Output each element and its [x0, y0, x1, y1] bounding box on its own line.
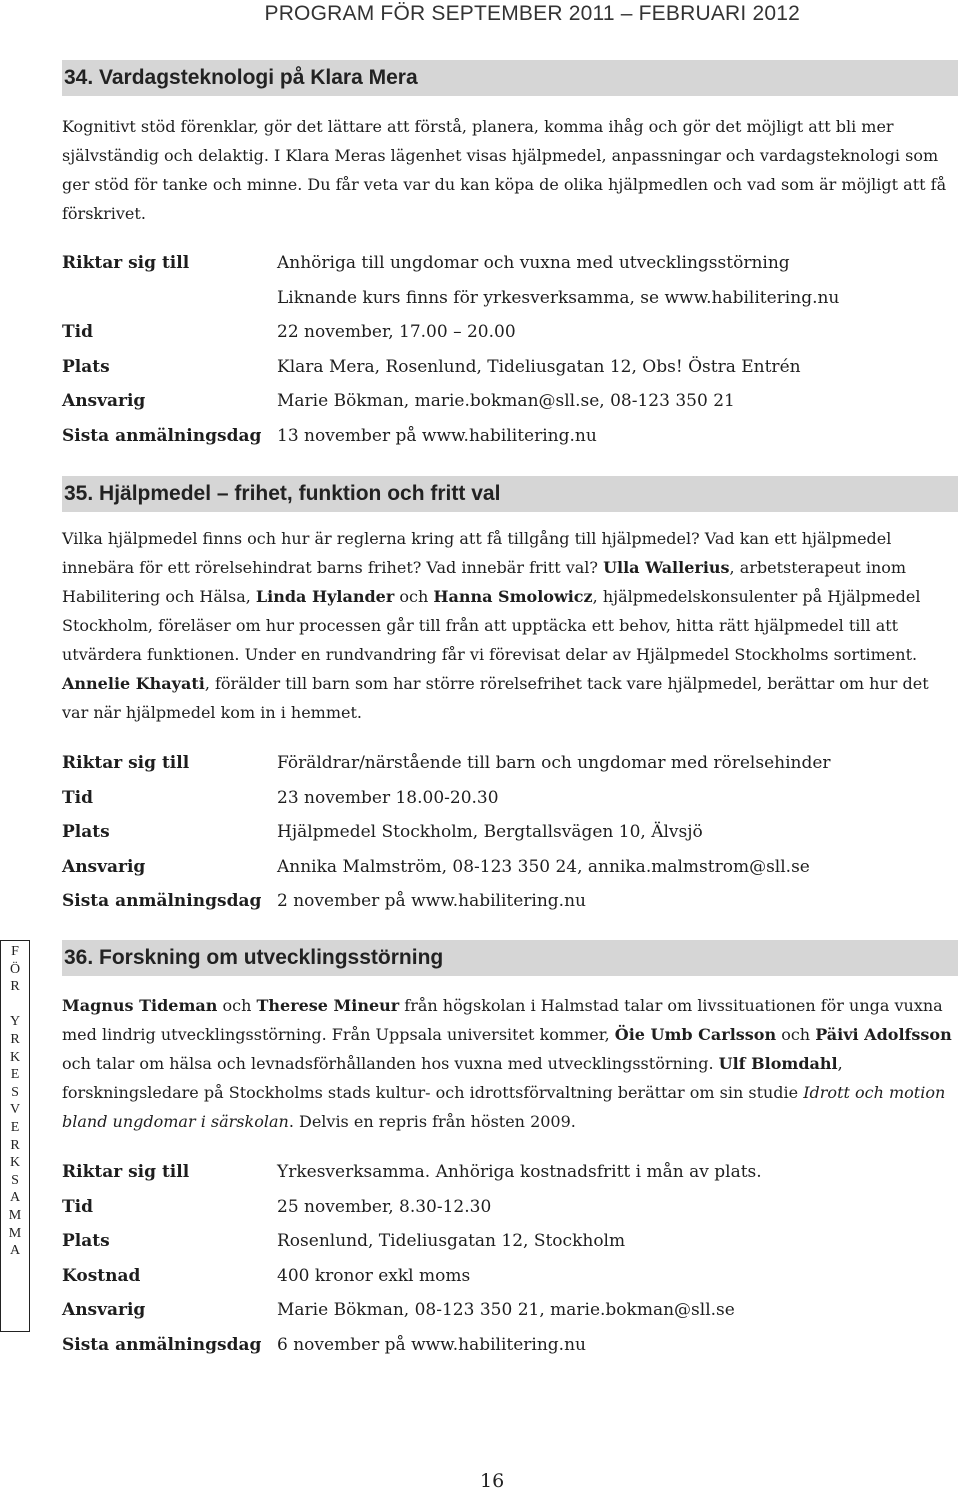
- side-tab-spacer: [1, 996, 29, 1014]
- info-label: Sista anmälningsdag: [62, 891, 262, 911]
- section-35: [62, 476, 958, 727]
- info-value: Marie Bökman, marie.bokman@sll.se, 08-123 350 21: [277, 391, 735, 411]
- study-title: Idrott och motion bland ungdomar i särskolan: [62, 1083, 946, 1131]
- side-tab-letter: R: [10, 1137, 20, 1153]
- side-tab-letter: K: [9, 1049, 21, 1065]
- info-value: Klara Mera, Rosenlund, Tideliusgatan 12, Obs! Östra Entrén: [277, 356, 801, 377]
- section-description: [62, 991, 952, 1136]
- side-tab-letter: S: [11, 1084, 19, 1100]
- side-tab-letter: Y: [9, 1014, 21, 1030]
- section-description: [62, 524, 952, 727]
- info-value: Marie Bökman, 08-123 350 21, marie.bokman@sll.se: [277, 1300, 735, 1320]
- text-run: och: [217, 996, 257, 1015]
- text-run: från högskolan i Halmstad talar om livssituationen för unga vuxna med lindrig utvecklingsstörning. Från Uppsala universitet kommer,: [62, 996, 943, 1044]
- person-name: Linda Hylander: [255, 587, 395, 606]
- side-tab-letter: M: [8, 1207, 22, 1223]
- text-run: , hjälpmedelskonsulenter på Hjälpmedel Stockholm, föreläser om hur processen går till från att upptäcka ett behov, hitta rätt hjälpmedel till att utvärdera funktionen. Under en rundvandring får vi förevisat delar av Hjälpmedel Stockholms sortiment.: [62, 587, 921, 664]
- info-label: Sista anmälningsdag: [62, 425, 262, 446]
- text-run: Vilka hjälpmedel finns och hur är reglerna kring att få tillgång till hjälpmedel? Vad kan ett hjälpmedel innebära för ett rörelsehindrat barns frihet? Vad innebär fritt val?: [62, 529, 892, 577]
- text-run: , förälder till barn som har större rörelsefrihet tack vare hjälpmedel, berättar om hur det var när hjälpmedel kom in i hemmet.: [62, 674, 929, 722]
- info-label: Plats: [62, 356, 110, 377]
- info-label: Riktar sig till: [62, 753, 190, 773]
- person-name: Öie Umb Carlsson: [614, 1025, 777, 1044]
- side-tab-letter: Ö: [9, 961, 21, 977]
- info-label: Tid: [62, 1196, 93, 1217]
- info-label: Kostnad: [62, 1265, 141, 1286]
- page-header-title: PROGRAM FÖR SEPTEMBER 2011 – FEBRUARI 2012: [264, 2, 800, 25]
- section-title: 35. Hjälpmedel – frihet, funktion och fritt val: [62, 476, 958, 512]
- side-tab-letter: V: [9, 1102, 21, 1118]
- text-run: . Delvis en repris från hösten 2009.: [288, 1112, 576, 1131]
- side-tab-forum-yrkesverksamma: [0, 940, 30, 1332]
- info-value: Hjälpmedel Stockholm, Bergtallsvägen 10, Älvsjö: [277, 822, 703, 842]
- info-label: Tid: [62, 322, 93, 342]
- side-tab-letter: R: [10, 979, 20, 995]
- info-value: Rosenlund, Tideliusgatan 12, Stockholm: [277, 1231, 626, 1251]
- info-value: 6 november på www.habilitering.nu: [277, 1334, 586, 1355]
- info-value: Anhöriga till ungdomar och vuxna med utvecklingsstörning: [277, 253, 790, 273]
- text-run: , forskningsledare på Stockholms stads kultur- och idrottsförvaltning berättar om sin studie: [62, 1054, 843, 1102]
- info-value: 400 kronor exkl moms: [277, 1265, 471, 1286]
- side-tab-letter: R: [10, 1031, 20, 1047]
- person-name: Päivi Adolfsson: [815, 1025, 952, 1044]
- person-name: Ulla Wallerius: [603, 558, 730, 577]
- section-title: 34. Vardagsteknologi på Klara Mera: [62, 60, 958, 96]
- info-value: 2 november på www.habilitering.nu: [277, 891, 586, 911]
- text-run: och: [776, 1025, 816, 1044]
- info-label: Ansvarig: [62, 391, 146, 411]
- side-tab-letter: E: [10, 1119, 20, 1135]
- page-number: 16: [480, 1470, 505, 1492]
- info-value: 23 november 18.00-20.30: [277, 787, 499, 808]
- info-label: Ansvarig: [62, 1300, 146, 1320]
- person-name: Ulf Blomdahl: [718, 1054, 838, 1073]
- text-run: och: [394, 587, 434, 606]
- side-tab-letter: E: [10, 1067, 20, 1083]
- info-label: Ansvarig: [62, 856, 146, 877]
- info-value: 22 november, 17.00 – 20.00: [277, 322, 516, 342]
- side-tab-letter: A: [9, 1243, 21, 1259]
- info-label: Plats: [62, 1231, 110, 1251]
- info-value: Yrkesverksamma. Anhöriga kostnadsfritt i mån av plats.: [277, 1162, 762, 1182]
- side-tab-letter: A: [9, 1190, 21, 1206]
- person-name: Hanna Smolowicz: [433, 587, 593, 606]
- side-tab-letter: K: [9, 1155, 21, 1171]
- person-name: Annelie Khayati: [62, 674, 205, 693]
- info-label: Sista anmälningsdag: [62, 1334, 262, 1355]
- info-label: Riktar sig till: [62, 253, 190, 273]
- person-name: Therese Mineur: [256, 996, 400, 1015]
- text-run: , arbetsterapeut inom Habilitering och Hälsa,: [62, 558, 907, 606]
- info-value: 13 november på www.habilitering.nu: [277, 425, 597, 446]
- section-description: Kognitivt stöd förenklar, gör det lättare att förstå, planera, komma ihåg och gör det möjligt att bli mer självständig och delaktig. I Klara Meras lägenhet visas hjälpmedel, anpassningar och vardagsteknologi som ger stöd för tanke och minne. Du får veta var du kan köpa de olika hjälpmedlen och vad som är möjligt att få förskrivet.: [62, 117, 947, 223]
- info-value: Annika Malmström, 08-123 350 24, annika.malmstrom@sll.se: [277, 856, 810, 877]
- info-value: Liknande kurs finns för yrkesverksamma, se www.habilitering.nu: [277, 287, 840, 308]
- side-tab-letter: S: [11, 1172, 19, 1188]
- side-tab-letter: F: [11, 944, 19, 959]
- info-label: Plats: [62, 822, 110, 842]
- info-value: Föräldrar/närstående till barn och ungdomar med rörelsehinder: [277, 753, 831, 773]
- section-title: 36. Forskning om utvecklingsstörning: [62, 940, 958, 976]
- info-label: Riktar sig till: [62, 1162, 190, 1182]
- person-name: Magnus Tideman: [62, 996, 218, 1015]
- text-run: och talar om hälsa och levnadsförhållanden hos vuxna med utvecklingsstörning.: [62, 1054, 719, 1073]
- side-tab-letter: M: [8, 1225, 22, 1241]
- section-34: [62, 60, 958, 228]
- section-36: [62, 940, 958, 1136]
- info-value: 25 november, 8.30-12.30: [277, 1196, 492, 1217]
- info-label: Tid: [62, 787, 93, 808]
